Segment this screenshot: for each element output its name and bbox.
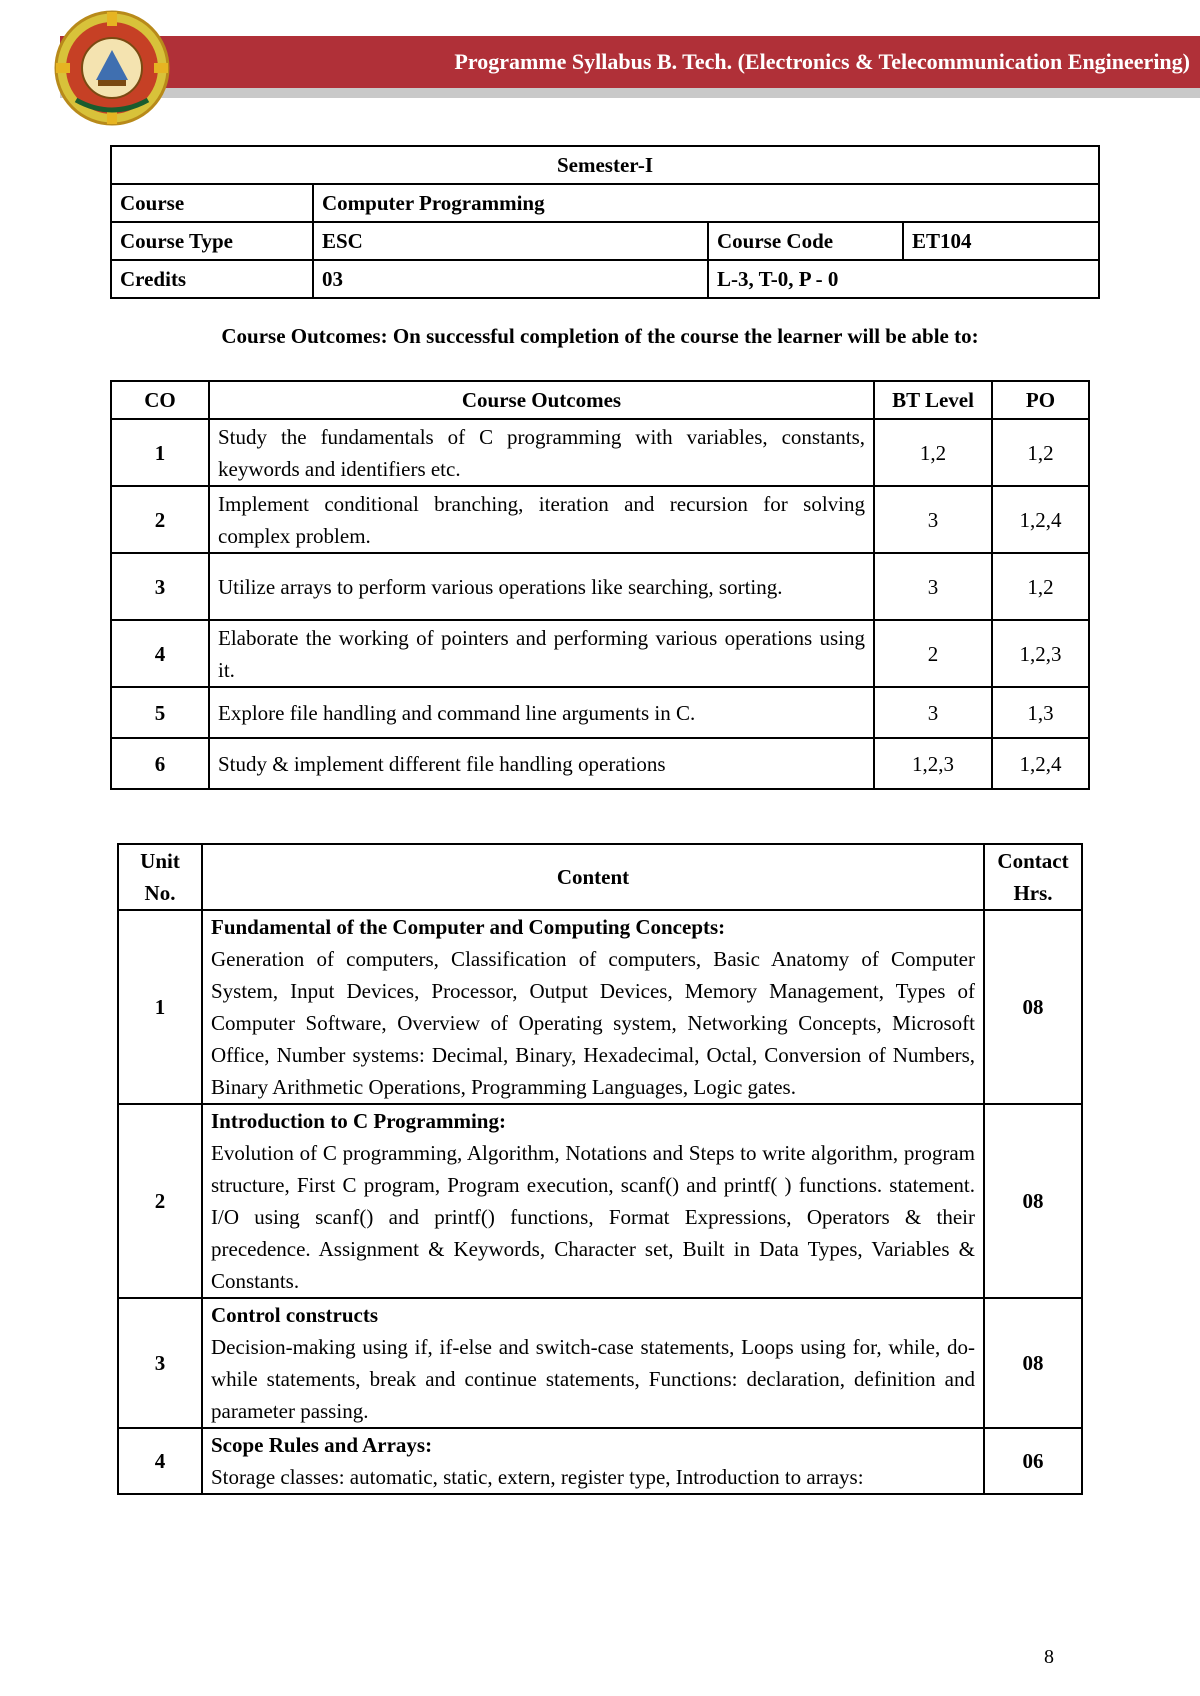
table-row bbox=[111, 687, 1089, 738]
po-value: 1,2 bbox=[992, 553, 1089, 620]
unit-number: 4 bbox=[118, 1428, 202, 1494]
unit-body: Evolution of C programming, Algorithm, Notations and Steps to write algorithm, program structure, First C program, Program execution, scanf() and printf( ) functions. statement. I/O using scanf() and printf() functions, Format Expressions, Operators & their precedence. Assignment & Keywords, Character set, Built in Data Types, Variables & Constants. bbox=[211, 1141, 975, 1293]
course-outcomes-table bbox=[110, 380, 1090, 790]
bt-level: 3 bbox=[874, 553, 992, 620]
col-header-unit-no: Unit No. bbox=[118, 844, 202, 910]
page-header-title: Programme Syllabus B. Tech. (Electronics & Telecommunication Engineering) bbox=[454, 49, 1190, 74]
course-type-label: Course Type bbox=[111, 222, 313, 260]
table-row bbox=[118, 910, 1082, 1104]
po-value: 1,3 bbox=[992, 687, 1089, 738]
col-header-content: Content bbox=[202, 844, 984, 910]
co-text: Utilize arrays to perform various operations like searching, sorting. bbox=[209, 553, 874, 620]
co-text: Elaborate the working of pointers and performing various operations using it. bbox=[209, 620, 874, 687]
table-row bbox=[118, 1104, 1082, 1298]
unit-content bbox=[202, 1104, 984, 1298]
unit-title: Control constructs bbox=[211, 1303, 379, 1327]
table-row bbox=[118, 1298, 1082, 1428]
bt-level: 1,2 bbox=[874, 419, 992, 486]
college-logo-icon bbox=[52, 8, 172, 128]
page-number: 8 bbox=[1044, 1646, 1054, 1668]
po-value: 1,2 bbox=[992, 419, 1089, 486]
table-row bbox=[111, 738, 1089, 789]
col-header-po: PO bbox=[992, 381, 1089, 419]
contact-hrs: 08 bbox=[984, 1104, 1082, 1298]
bt-level: 1,2,3 bbox=[874, 738, 992, 789]
course-outcomes-heading: Course Outcomes: On successful completion of the course the learner will be able to: bbox=[221, 324, 979, 348]
unit-number: 3 bbox=[118, 1298, 202, 1428]
header-band bbox=[60, 36, 1200, 88]
co-number: 6 bbox=[111, 738, 209, 789]
unit-content bbox=[202, 910, 984, 1104]
course-type-value: ESC bbox=[313, 222, 708, 260]
co-text: Explore file handling and command line arguments in C. bbox=[209, 687, 874, 738]
po-value: 1,2,3 bbox=[992, 620, 1089, 687]
co-text: Implement conditional branching, iteration and recursion for solving complex problem. bbox=[209, 486, 874, 553]
table-row bbox=[111, 486, 1089, 553]
unit-content bbox=[202, 1428, 984, 1494]
col-header-contact-hrs: Contact Hrs. bbox=[984, 844, 1082, 910]
credits-value: 03 bbox=[313, 260, 708, 298]
co-number: 5 bbox=[111, 687, 209, 738]
po-value: 1,2,4 bbox=[992, 486, 1089, 553]
semester-label: Semester-I bbox=[111, 146, 1099, 184]
unit-content-table bbox=[117, 843, 1083, 1495]
table-row bbox=[111, 553, 1089, 620]
contact-hrs: 08 bbox=[984, 910, 1082, 1104]
co-text: Study the fundamentals of C programming with variables, constants, keywords and identifiers etc. bbox=[209, 419, 874, 486]
course-label: Course bbox=[111, 184, 313, 222]
co-text: Study & implement different file handling operations bbox=[209, 738, 874, 789]
unit-body: Generation of computers, Classification of computers, Basic Anatomy of Computer System, Input Devices, Processor, Output Devices, Memory Management, Types of Computer Software, Overview of Operating system, Networking Concepts, Microsoft Office, Number systems: Decimal, Binary, Hexadecimal, Octal, Conversion of Numbers, Binary Arithmetic Operations, Programming Languages, Logic gates. bbox=[211, 947, 975, 1099]
unit-title: Introduction to C Programming: bbox=[211, 1109, 506, 1133]
po-value: 1,2,4 bbox=[992, 738, 1089, 789]
bt-level: 3 bbox=[874, 687, 992, 738]
co-number: 4 bbox=[111, 620, 209, 687]
course-code-label: Course Code bbox=[708, 222, 903, 260]
course-code-value: ET104 bbox=[903, 222, 1099, 260]
bt-level: 2 bbox=[874, 620, 992, 687]
co-number: 1 bbox=[111, 419, 209, 486]
table-row bbox=[111, 620, 1089, 687]
course-info-table bbox=[110, 145, 1100, 299]
col-header-co: CO bbox=[111, 381, 209, 419]
col-header-bt-level: BT Level bbox=[874, 381, 992, 419]
unit-content bbox=[202, 1298, 984, 1428]
contact-hrs: 08 bbox=[984, 1298, 1082, 1428]
ltp-value: L-3, T-0, P - 0 bbox=[708, 260, 1099, 298]
credits-label: Credits bbox=[111, 260, 313, 298]
unit-body: Storage classes: automatic, static, extern, register type, Introduction to arrays: bbox=[211, 1465, 864, 1489]
unit-body: Decision-making using if, if-else and switch-case statements, Loops using for, while, do-while statements, break and continue statements, Functions: declaration, definition and parameter passing. bbox=[211, 1335, 975, 1423]
unit-title: Scope Rules and Arrays: bbox=[211, 1433, 433, 1457]
co-number: 2 bbox=[111, 486, 209, 553]
table-row bbox=[111, 419, 1089, 486]
col-header-course-outcomes: Course Outcomes bbox=[209, 381, 874, 419]
table-row bbox=[118, 1428, 1082, 1494]
header-shadow bbox=[60, 88, 1200, 98]
bt-level: 3 bbox=[874, 486, 992, 553]
unit-title: Fundamental of the Computer and Computing Concepts: bbox=[211, 915, 726, 939]
contact-hrs: 06 bbox=[984, 1428, 1082, 1494]
unit-number: 2 bbox=[118, 1104, 202, 1298]
unit-number: 1 bbox=[118, 910, 202, 1104]
co-number: 3 bbox=[111, 553, 209, 620]
course-value: Computer Programming bbox=[313, 184, 1099, 222]
